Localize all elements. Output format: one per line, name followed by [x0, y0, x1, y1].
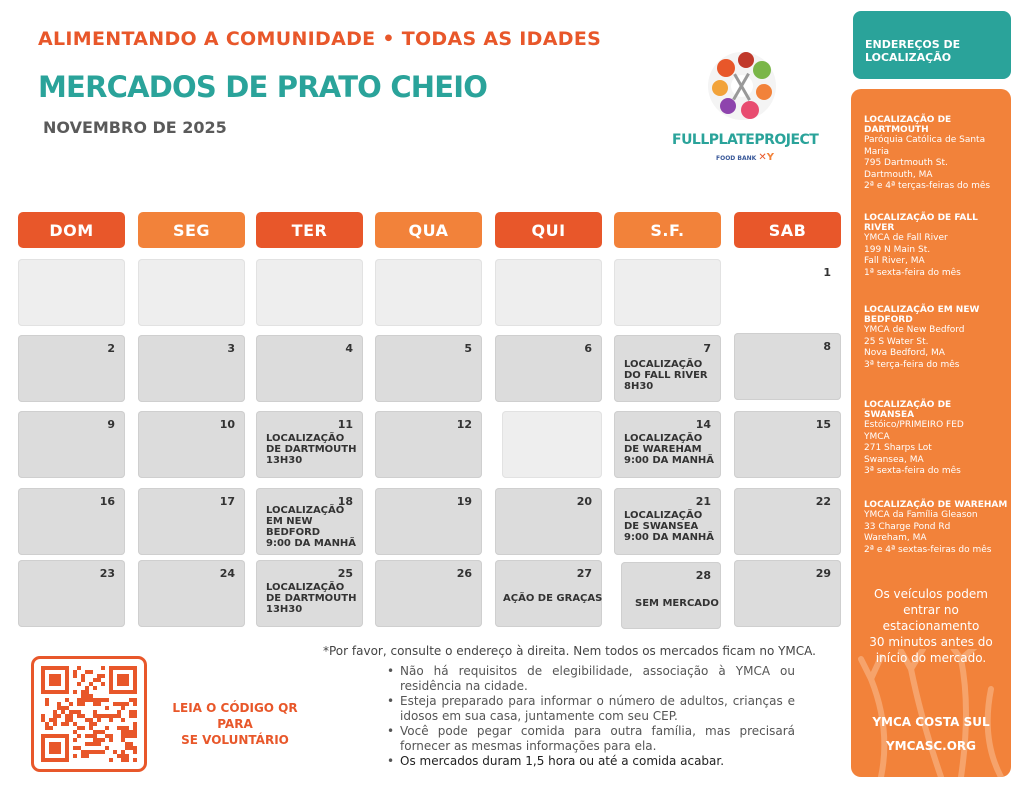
day-number: 20: [576, 495, 592, 508]
location-line: Paróquia Católica de Santa: [864, 135, 986, 145]
weekday-header-3: QUA: [375, 212, 482, 248]
location-line: 1ª sexta-feira do mês: [864, 267, 961, 278]
day-number: 11: [337, 418, 353, 431]
page-title: MERCADOS DE PRATO CHEIO: [38, 70, 488, 104]
location-block: [864, 400, 1010, 478]
market-event: LOCALIZAÇÃO DE DARTMOUTH 13H30: [266, 582, 357, 615]
day-number: 19: [456, 495, 472, 508]
calendar-empty-cell: [138, 259, 245, 326]
market-event: LOCALIZAÇÃO DE SWANSEA 9:00 DA MANHÃ: [624, 510, 715, 543]
location-line: Maria: [864, 146, 889, 157]
day-number: 29: [815, 567, 831, 580]
full-plate-project-logo: [672, 48, 819, 173]
calendar-empty-cell: [18, 259, 125, 326]
day-number: 9: [107, 418, 115, 431]
location-line: 25 S Water St.: [864, 336, 929, 347]
location-line: 199 N Main St.: [864, 244, 931, 255]
location-line: 795 Dartmouth St.: [864, 158, 948, 168]
day-number: 4: [345, 342, 353, 355]
day-number: 6: [584, 342, 592, 355]
partner-logos: FOOD BANK ✕Y: [716, 152, 774, 163]
day-number: 1: [823, 266, 831, 279]
location-line: Dartmouth, MA: [864, 169, 933, 180]
day-number: 26: [456, 567, 472, 580]
logo-wordmark: FULLPLATEPROJECT: [672, 132, 819, 148]
carrot-illustration: [851, 649, 1011, 777]
info-bullet: • Você pode pegar comida para outra família, mas precisará fornecer as mesmas informações para ela.: [400, 724, 795, 753]
day-number: 28: [695, 569, 711, 582]
location-title: LOCALIZAÇÃO DE FALL RIVER: [864, 213, 978, 233]
location-block: [864, 305, 1010, 371]
address-note: *Por favor, consulte o endereço à direita. Nem todos os mercados ficam no YMCA.: [323, 644, 816, 658]
day-number: 24: [219, 567, 235, 580]
website-link[interactable]: YMCASC.ORG: [885, 739, 977, 753]
day-number: 12: [456, 418, 472, 431]
weekday-header-0: DOM: [18, 212, 125, 248]
qr-code-icon: [41, 666, 137, 762]
day-number: 27: [576, 567, 592, 580]
weekday-header-5: S.F.: [614, 212, 721, 248]
addresses-heading-box: [853, 11, 1011, 79]
calendar-empty-cell: [256, 259, 363, 326]
location-block: [864, 213, 1010, 279]
location-line: 2ª e 4ª sextas-feiras do mês: [864, 544, 992, 555]
location-line: 271 Sharps Lot: [864, 443, 932, 453]
day-number: 5: [464, 342, 472, 355]
day-number: 8: [823, 340, 831, 353]
location-line: Wareham, MA: [864, 533, 927, 543]
food-plate-icon: [706, 48, 778, 124]
location-line: Estóico/PRIMEIRO FED: [864, 420, 964, 430]
parking-note: Os veículos podem entrar no estacionamento 30 minutos antes do início do mercado.: [869, 587, 993, 665]
qr-label: LEIA O CÓDIGO QR PARA SE VOLUNTÁRIO: [172, 701, 298, 747]
month-subtitle: NOVEMBRO DE 2025: [43, 118, 227, 137]
location-line: 33 Charge Pond Rd: [864, 521, 951, 532]
location-line: YMCA: [864, 431, 890, 442]
location-line: 3ª terça-feira do mês: [864, 359, 960, 370]
location-line: YMCA da Família Gleason: [864, 510, 978, 520]
location-line: Fall River, MA: [864, 256, 925, 266]
day-number: 15: [815, 418, 831, 431]
weekday-header-6: SAB: [734, 212, 841, 248]
addresses-sidebar: [851, 89, 1011, 777]
market-event: LOCALIZAÇÃO DO FALL RIVER 8H30: [624, 359, 708, 392]
location-title: LOCALIZAÇÃO EM NEW BEDFORD: [864, 305, 980, 325]
calendar-empty-cell: [614, 259, 721, 326]
weekday-header-1: SEG: [138, 212, 245, 248]
market-event: SEM MERCADO: [635, 598, 719, 609]
day-number: 18: [337, 495, 353, 508]
day-number: 2: [107, 342, 115, 355]
calendar-empty-cell: [375, 259, 482, 326]
location-title: LOCALIZAÇÃO DE WAREHAM: [864, 500, 1008, 510]
location-line: Nova Bedford, MA: [864, 348, 945, 358]
location-line: Swansea, MA: [864, 454, 924, 465]
location-block: [864, 115, 1010, 193]
location-line: YMCA de Fall River: [864, 233, 948, 243]
tagline: ALIMENTANDO A COMUNIDADE • TODAS AS IDADES: [38, 28, 602, 50]
addresses-heading: ENDEREÇOS DE LOCALIZAÇÃO: [865, 38, 961, 64]
info-list: [400, 664, 795, 770]
calendar-empty-cell: [495, 259, 602, 326]
calendar-empty-cell: [502, 411, 602, 478]
day-number: 25: [337, 567, 353, 580]
volunteer-qr-code[interactable]: [31, 656, 147, 772]
day-number: 16: [99, 495, 115, 508]
location-line: YMCA de New Bedford: [864, 325, 965, 335]
day-number: 7: [703, 342, 711, 355]
location-line: 3ª sexta-feira do mês: [864, 466, 961, 476]
info-bullet: • Os mercados duram 1,5 hora ou até a comida acabar.: [400, 754, 795, 769]
location-line: 2ª e 4ª terças-feiras do mês: [864, 181, 991, 191]
weekday-header-2: TER: [256, 212, 363, 248]
info-bullet: • Esteja preparado para informar o número de adultos, crianças e idosos em sua casa, juntamente com seu CEP.: [400, 694, 795, 723]
market-event: AÇÃO DE GRAÇAS: [503, 593, 603, 604]
day-number: 21: [695, 495, 711, 508]
market-event: LOCALIZAÇÃO DE WAREHAM 9:00 DA MANHÃ: [624, 433, 715, 466]
org-name: YMCA COSTA SUL: [872, 715, 990, 729]
day-number: 17: [219, 495, 235, 508]
location-block: [864, 500, 1010, 556]
market-event: LOCALIZAÇÃO EM NEW BEDFORD 9:00 DA MANHÃ: [266, 505, 357, 549]
day-number: 23: [99, 567, 115, 580]
day-number: 22: [815, 495, 831, 508]
location-title: LOCALIZAÇÃO DE DARTMOUTH: [864, 115, 952, 135]
info-bullet: • Não há requisitos de elegibilidade, associação à YMCA ou residência na cidade.: [400, 664, 795, 693]
day-number: 10: [219, 418, 235, 431]
market-event: LOCALIZAÇÃO DE DARTMOUTH 13H30: [266, 433, 357, 466]
day-number: 3: [227, 342, 235, 355]
weekday-header-4: QUI: [495, 212, 602, 248]
location-title: LOCALIZAÇÃO DE SWANSEA: [864, 400, 952, 420]
day-number: 14: [695, 418, 711, 431]
